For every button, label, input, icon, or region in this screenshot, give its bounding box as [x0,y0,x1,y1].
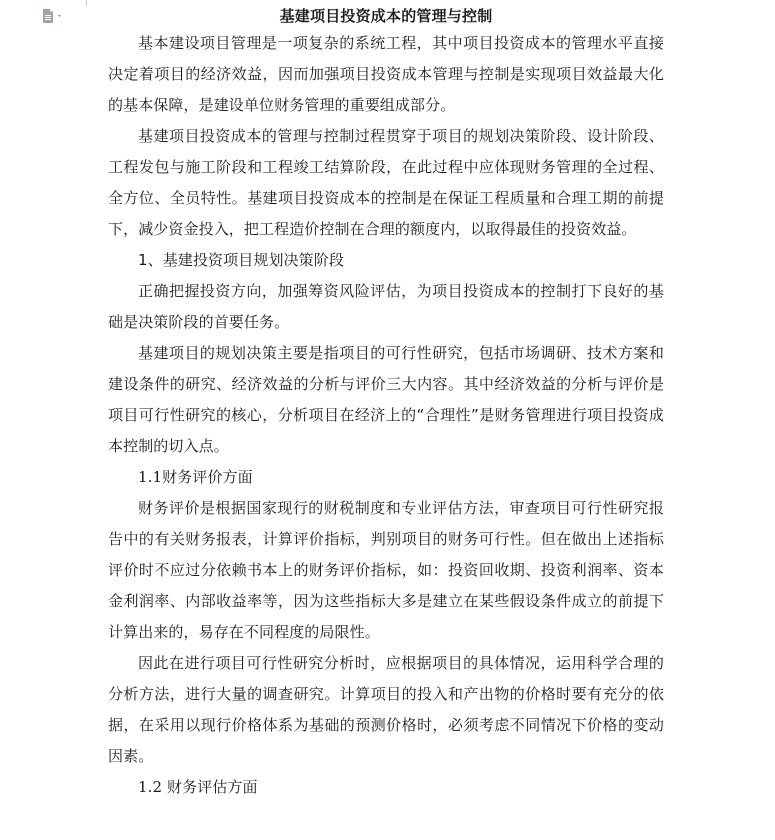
paragraph-decision-task: 正确把握投资方向，加强筹资风险评估，为项目投资成本的控制打下良好的基础是决策阶段的首要任务。 [108,282,664,331]
paragraph-financial-evaluation: 财务评价是根据国家现行的财税制度和专业评估方法，审查项目可行性研究报告中的有关财务报表，计算评价指标，判别项目的财务可行性。但在做出上述指标评价时不应过分依赖书本上的财务评价指标，如：投资回收期、投资利润率、资本金利润率、内部收益率等，因为这些指标大多是建立在某些假设条件成立的前提下计算出来的，易存在不同程度的局限性。 [108,499,664,641]
document-dropdown-icon[interactable] [42,9,64,23]
document-page [108,6,664,803]
paragraph-process: 基建项目投资成本的管理与控制过程贯穿于项目的规划决策阶段、设计阶段、工程发包与施工阶段和工程竣工结算阶段，在此过程中应体现财务管理的全过程、全方位、全员特性。基建项目投资成本的控制是在保证工程质量和合理工期的前提下，减少资金投入，把工程造价控制在合理的额度内，以取得最佳的投资效益。 [108,127,664,238]
section-heading-1: 1、基建投资项目规划决策阶段 [138,251,344,269]
page-margin-marker [86,0,87,6]
paragraph-analysis-method: 因此在进行项目可行性研究分析时，应根据项目的具体情况，运用科学合理的分析方法，进行大量的调查研究。计算项目的投入和产出物的价格时要有充分的依据，在采用以现行价格体系为基础的预测价格时，必须考虑不同情况下价格的变动因素。 [108,654,664,765]
paragraph-intro: 基本建设项目管理是一项复杂的系统工程，其中项目投资成本的管理水平直接决定着项目的经济效益，因而加强项目投资成本管理与控制是实现项目效益最大化的基本保障，是建设单位财务管理的重要组成部分。 [108,34,664,114]
section-heading-1-1: 1.1财务评价方面 [138,468,253,486]
paragraph-feasibility: 基建项目的规划决策主要是指项目的可行性研究，包括市场调研、技术方案和建设条件的研究、经济效益的分析与评价三大内容。其中经济效益的分析与评价是项目可行性研究的核心，分析项目在经济上的“合理性”是财务管理进行项目投资成本控制的切入点。 [108,344,664,455]
document-title: 基建项目投资成本的管理与控制 [279,7,493,25]
section-heading-1-2: 1.2 财务评估方面 [138,778,258,796]
